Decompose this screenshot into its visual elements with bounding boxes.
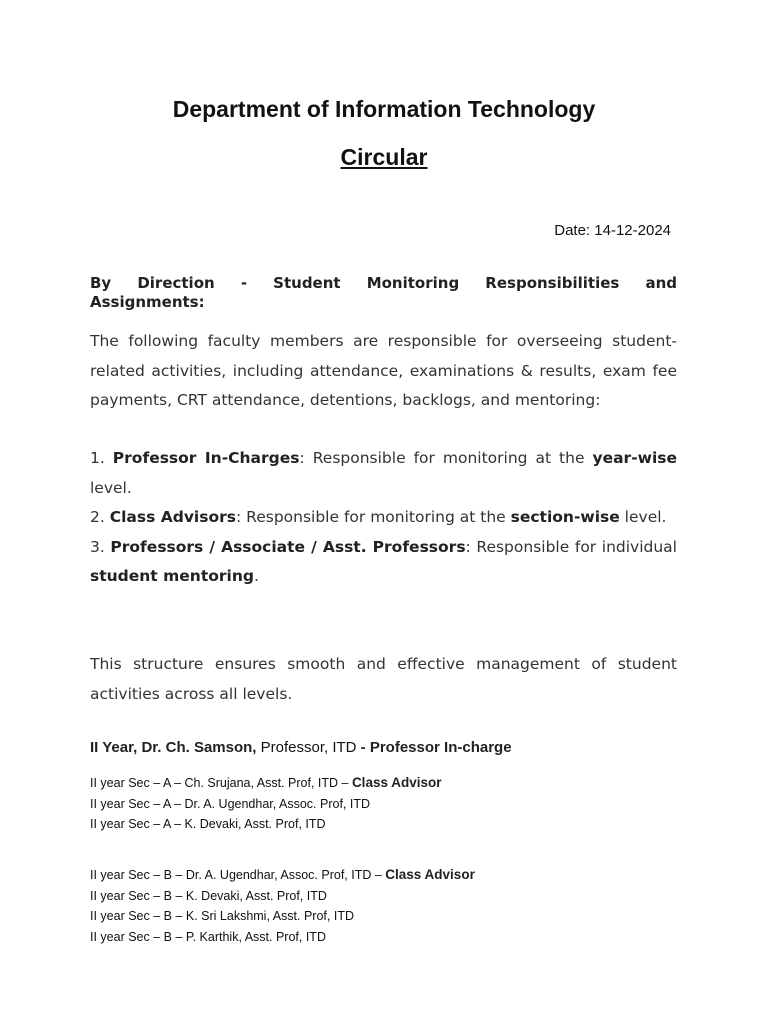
list-item [90, 503, 677, 533]
direction-heading-line2: Assignments: [90, 293, 205, 311]
assignment-text: II year Sec – A – Ch. Srujana, Asst. Prof, ITD – [90, 776, 352, 790]
assignment-text: II year Sec – A – K. Devaki, Asst. Prof, ITD [90, 817, 326, 832]
list-item [90, 444, 677, 503]
role-name: Class Advisors [109, 508, 236, 526]
assignment-row [90, 906, 475, 927]
incharge-name: II Year, Dr. Ch. Samson, [90, 739, 257, 756]
assignment-row [90, 794, 441, 815]
assignment-text: II year Sec – B – K. Devaki, Asst. Prof, ITD [90, 888, 327, 903]
section-b-assignments [90, 865, 475, 948]
assignment-text: II year Sec – B – Dr. A. Ugendhar, Assoc. Prof, ITD – [90, 868, 386, 882]
assignment-row [90, 773, 441, 794]
page-title: Department of Information Technology [172, 96, 596, 122]
responsibilities-list [90, 444, 677, 592]
list-number: 2. [90, 508, 105, 526]
incharge-designation: Professor, ITD [256, 739, 361, 756]
role-name: Professor In-Charges [112, 449, 300, 467]
assignment-row [90, 814, 441, 835]
list-item [90, 533, 677, 592]
assignment-text: II year Sec – A – Dr. A. Ugendhar, Assoc. Prof, ITD [90, 796, 370, 811]
assignment-row [90, 865, 475, 886]
role-name: Professors / Associate / Asst. Professors [110, 537, 466, 556]
role-description: : Responsible for monitoring at the [299, 449, 593, 467]
role-tail: level. [90, 478, 132, 497]
direction-heading [90, 274, 677, 312]
role-tail: . [253, 567, 259, 585]
role-scope: student mentoring [90, 567, 254, 585]
list-number: 1. [90, 449, 105, 467]
incharge-role: - Professor In-charge [360, 739, 512, 756]
role-description: : Responsible for monitoring at the [235, 508, 511, 526]
section-a-assignments [90, 773, 441, 835]
assignment-text: II year Sec – B – K. Sri Lakshmi, Asst. Prof, ITD [90, 909, 354, 924]
role-tail: level. [619, 508, 667, 526]
assignment-role: Class Advisor [385, 867, 475, 882]
intro-paragraph: The following faculty members are responsible for overseeing student-related activities, including attendance, examinations & results, exam fee payments, CRT attendance, detentions, backlogs, and mentoring: [90, 332, 677, 409]
circular-heading: Circular [340, 144, 428, 170]
assignment-row [90, 886, 475, 907]
assignment-text: II year Sec – B – P. Karthik, Asst. Prof, ITD [90, 930, 326, 945]
circular-date: Date: 14-12-2024 [554, 222, 671, 239]
structure-paragraph: This structure ensures smooth and effective management of student activities across all levels. [90, 655, 677, 703]
role-scope: section-wise [510, 508, 620, 526]
year-incharge-line [90, 739, 512, 756]
assignment-role: Class Advisor [351, 775, 442, 790]
assignment-row [90, 927, 475, 948]
list-number: 3. [90, 537, 105, 556]
role-scope: year-wise [592, 449, 678, 467]
role-description: : Responsible for individual [465, 537, 677, 556]
direction-heading-line1: By Direction - Student Monitoring Responsibilities and [90, 274, 677, 292]
